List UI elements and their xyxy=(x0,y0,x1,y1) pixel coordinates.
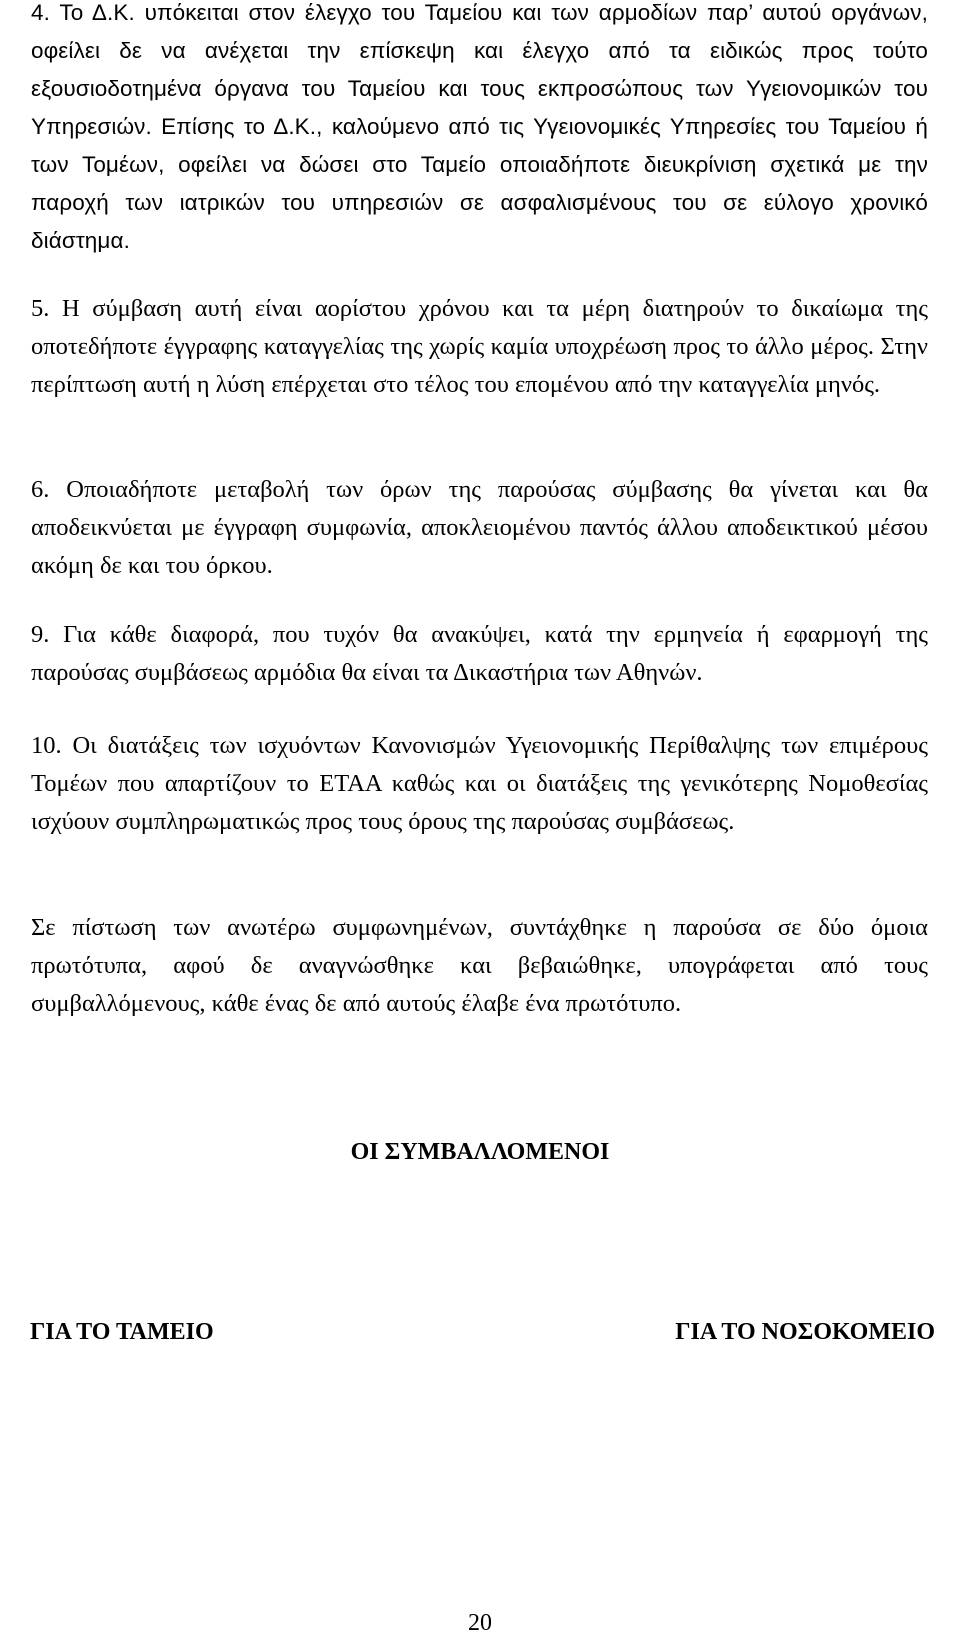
paragraph-10: 10. Οι διατάξεις των ισχυόντων Κανονισμών Υγειονομικής Περίθαλψης των επιμέρους Τομέων που απαρτίζουν το ΕΤΑΑ καθώς και οι διατάξεις της γενικότερης Νομοθεσίας ισχύουν συμπληρωματικώς προς τους όρους της παρούσας συμβάσεως. xyxy=(31,732,928,835)
closing-paragraph: Σε πίστωση των ανωτέρω συμφωνημένων, συντάχθηκε η παρούσα σε δύο όμοια πρωτότυπα, αφού δε αναγνώσθηκε και βεβαιώθηκε, υπογράφεται από τους συμβαλλόμενους, κάθε ένας δε από αυτούς έλαβε ένα πρωτότυπο. xyxy=(31,914,928,1017)
paragraph-9: 9. Για κάθε διαφορά, που τυχόν θα ανακύψει, κατά την ερμηνεία ή εφαρμογή της παρούσας συμβάσεως αρμόδια θα είναι τα Δικαστήρια των Αθηνών. xyxy=(31,621,928,686)
page-number: 20 xyxy=(468,1610,492,1636)
paragraph-6: 6. Οποιαδήποτε μεταβολή των όρων της παρούσας σύμβασης θα γίνεται και θα αποδεικνύεται με έγγραφη συμφωνία, αποκλειομένου παντός άλλου αποδεικτικού μέσου ακόμη δε και του όρκου. xyxy=(31,476,928,579)
signature-fund-label: ΓΙΑ ΤΟ ΤΑΜΕΙΟ xyxy=(30,1319,214,1345)
paragraph-4: 4. Το Δ.Κ. υπόκειται στον έλεγχο του Ταμείου και των αρμοδίων παρ’ αυτού οργάνων, οφείλει δε να ανέχεται την επίσκεψη και έλεγχο από τα ειδικώς προς τούτο εξουσιοδοτημένα όργανα του Ταμείου και τους εκπροσώπους των Υγειονομικών του Υπηρεσιών. Επίσης το Δ.Κ., καλούμενο από τις Υγειονομικές Υπηρεσίες του Ταμείου ή των Τομέων, οφείλει να δώσει στο Ταμείο οποιαδήποτε διευκρίνιση σχετικά με την παροχή των ιατρικών του υπηρεσιών σε ασφαλισμένους του σε εύλογο χρονικό διάστημα. xyxy=(31,0,928,253)
parties-title: ΟΙ ΣΥΜΒΑΛΛΟΜΕΝΟΙ xyxy=(350,1139,610,1165)
paragraph-5: 5. Η σύμβαση αυτή είναι αορίστου χρόνου και τα μέρη διατηρούν το δικαίωμα της οποτεδήποτε έγγραφης καταγγελίας της χωρίς καμία υποχρέωση προς το άλλο μέρος. Στην περίπτωση αυτή η λύση επέρχεται στο τέλος του επομένου από την καταγγελία μηνός. xyxy=(31,295,928,398)
signature-hospital-label: ΓΙΑ ΤΟ ΝΟΣΟΚΟΜΕΙΟ xyxy=(675,1319,935,1345)
